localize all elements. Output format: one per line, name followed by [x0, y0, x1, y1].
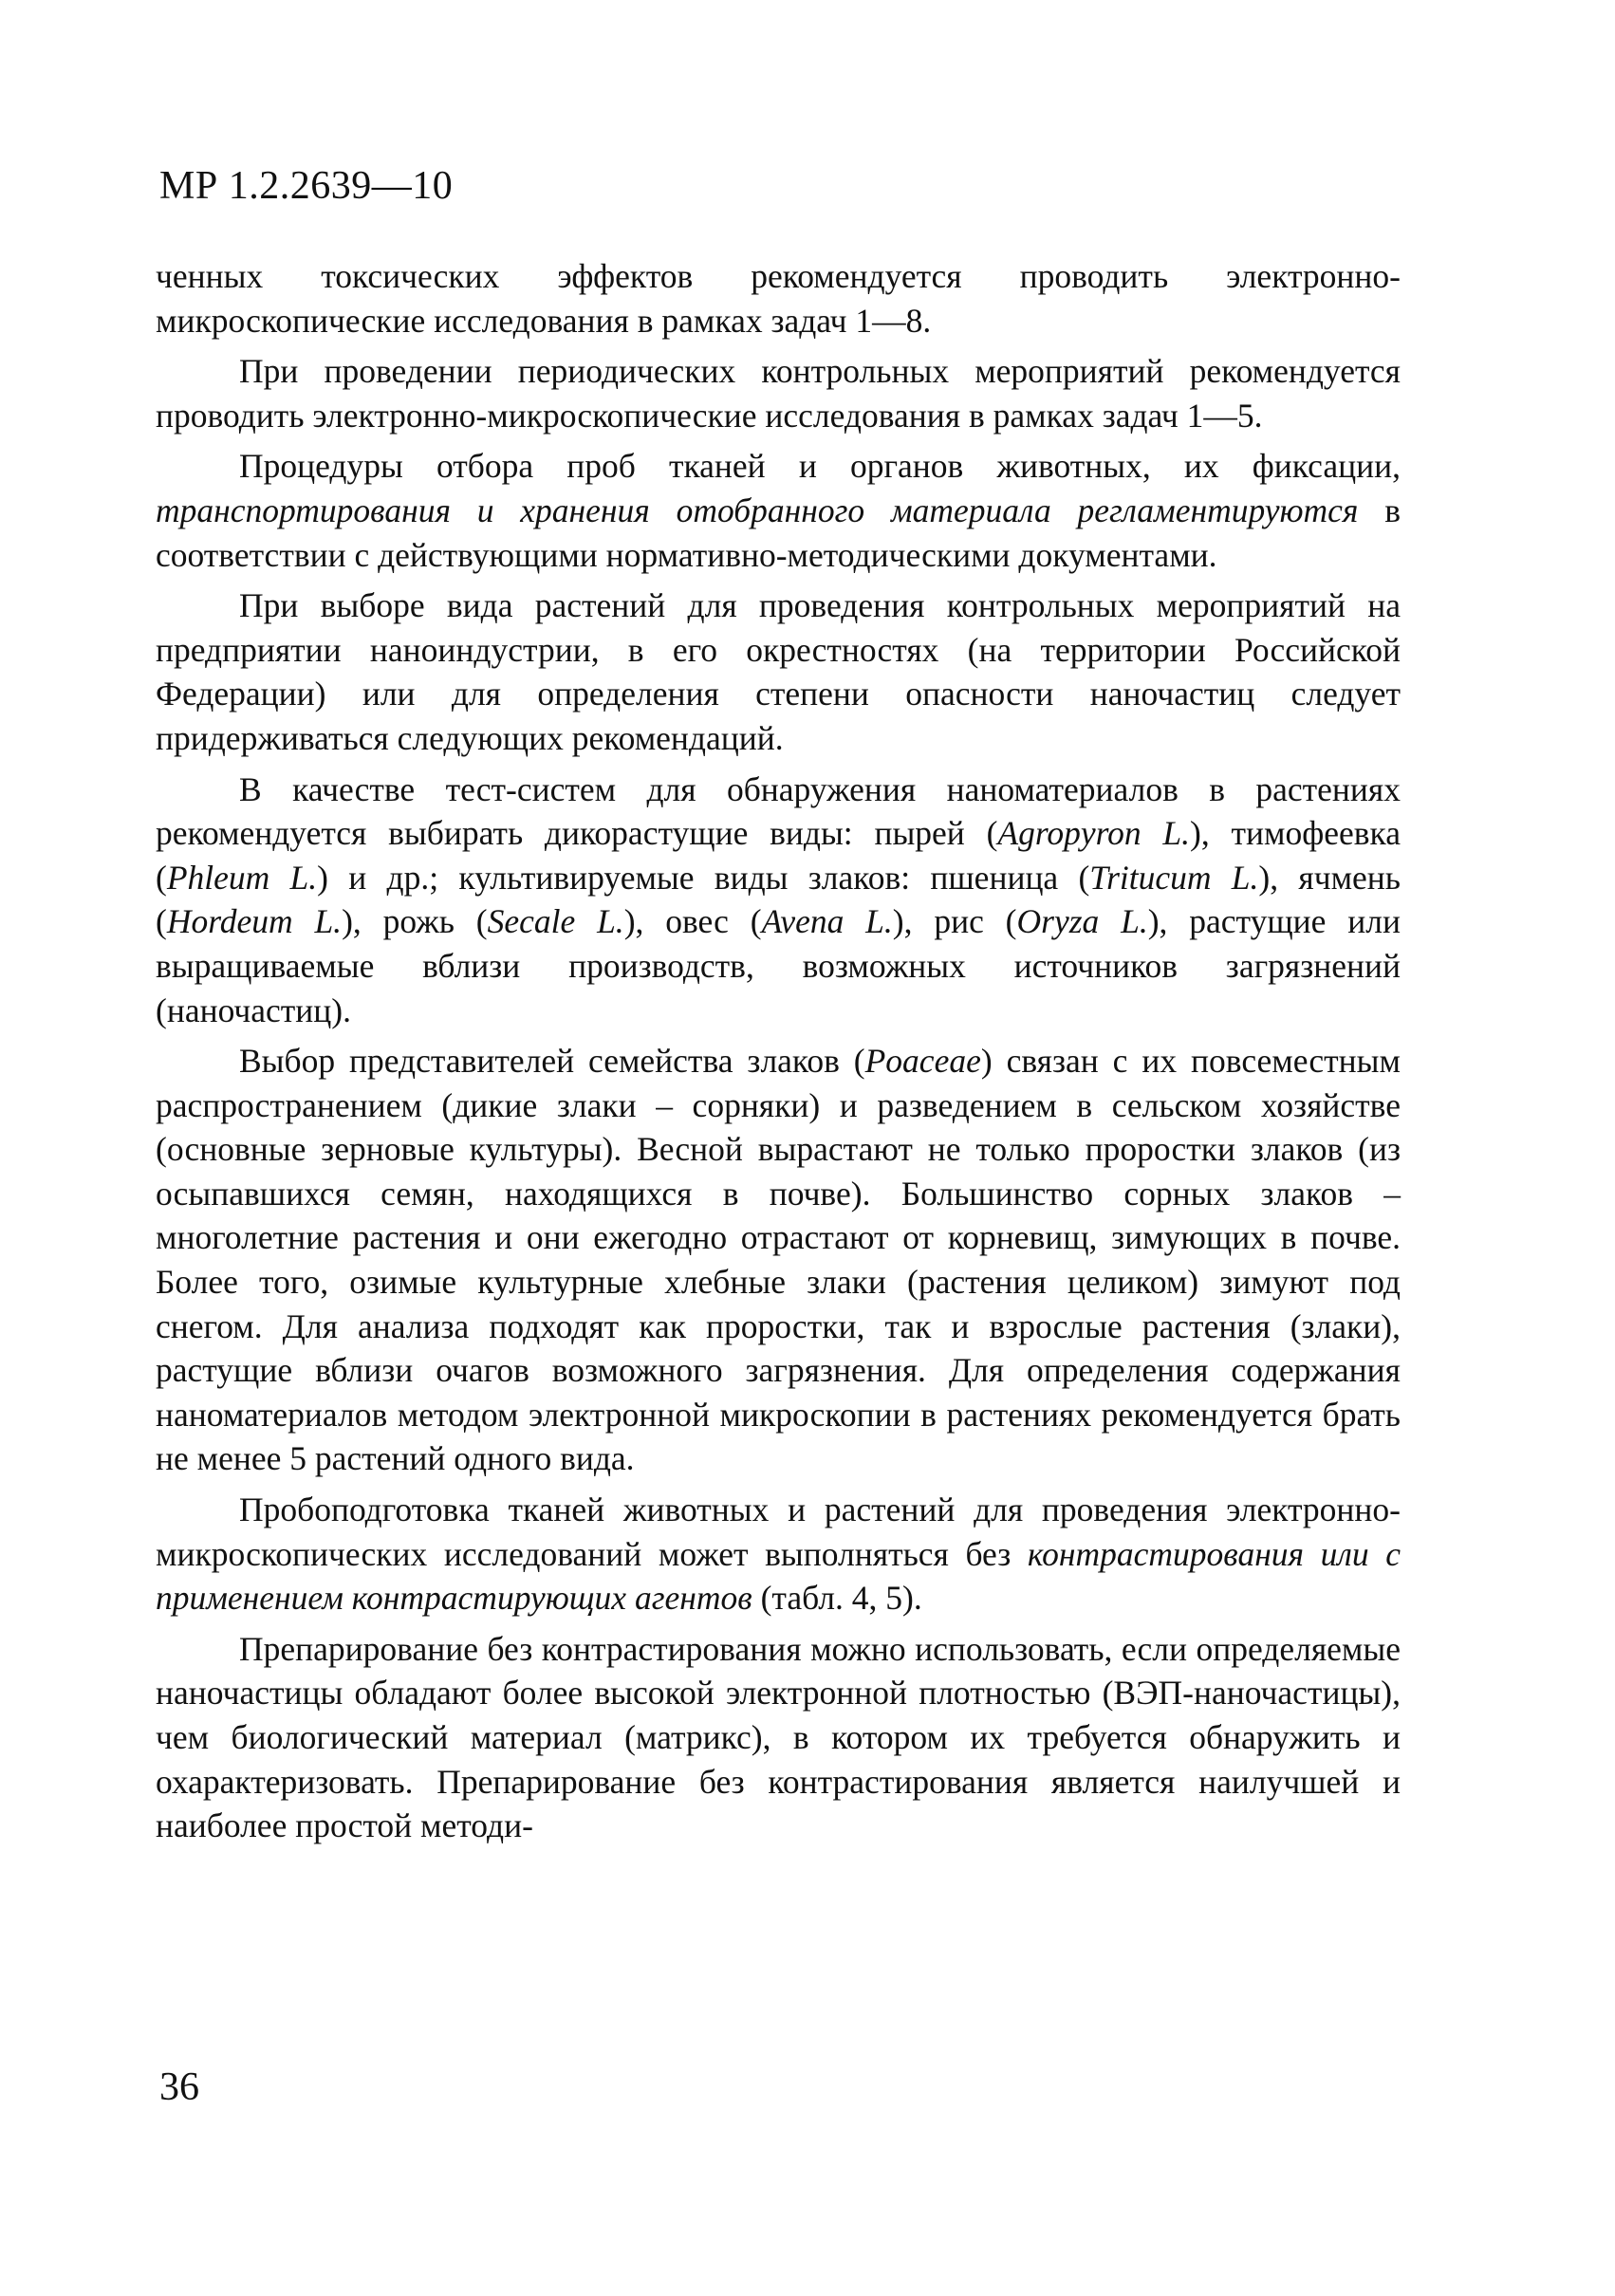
italic-text: Poaceae [864, 1042, 981, 1081]
text-run: ), ячмень ( [156, 858, 1401, 941]
text-run: При выборе вида растений для проведения контрольных мероприятий на предприятии наноиндустрии, в его окрестностях (на территории Российской Федерации) или для определения степени опасности наночастиц следует придерживаться следующих рекомендаций. [156, 586, 1401, 757]
text-run: (табл. 4, 5). [752, 1579, 922, 1618]
text-run: ), растущие или выращиваемые вблизи производств, возможных источников загрязнений (наночастиц). [156, 902, 1401, 1029]
italic-text: транспортирования и хранения отобранного материала регламентируются [156, 491, 1359, 529]
paragraph [156, 768, 1401, 1033]
italic-text: контрастирования или с применением контрастирующих агентов [156, 1534, 1401, 1618]
text-run: При проведении периодических контрольных мероприятий рекомендуется проводить электронно-микроскопические исследования в рамках задач 1—5. [156, 352, 1401, 435]
paragraph [156, 1627, 1401, 1848]
text-run: Выбор представителей семейства злаков ( [239, 1042, 865, 1081]
italic-text: Hordeum L. [166, 902, 343, 941]
text-run: ) связан с их повсеместным распространением (дикие злаки – сорняки) и разведением в сельском хозяйстве (основные зерновые культуры). Весной вырастают не только проростки злаков (из осыпавшихся семян, находящихся в почве). Большинство сорных злаков – многолетние растения и они ежегодно отрастают от корневищ, зимующих в почве. Более того, озимые культурные хлебные злаки (растения целиком) зимуют под снегом. Для анализа подходят как проростки, так и взрослые растения (злаки), растущие вблизи очагов возможного загрязнения. Для определения содержания наноматериалов методом электронной микроскопии в растениях рекомендуется брать не менее 5 растений одного вида. [156, 1042, 1401, 1478]
text-run: Пробоподготовка тканей животных и растений для проведения электронно-микроскопических исследований может выполняться без [156, 1491, 1401, 1573]
text-run: ) и др.; культивируемые виды злаков: пшеница ( [317, 858, 1090, 897]
page-number: 36 [159, 2065, 199, 2109]
paragraph [156, 1039, 1401, 1481]
italic-text: Phleum L. [166, 858, 318, 897]
italic-text: Oryza L. [1016, 902, 1148, 941]
text-run: ), рис ( [892, 902, 1017, 941]
text-run: В качестве тест-систем для обнаружения наноматериалов в растениях рекомендуется выбирать дикорастущие виды: пырей ( [156, 769, 1401, 853]
text-run: ), рожь ( [342, 902, 488, 941]
text-run: в соответствии с действующими нормативно-методическими документами. [156, 491, 1401, 574]
paragraph [156, 583, 1401, 760]
text-run: ченных токсических эффектов рекомендуется проводить электронно-микроскопические исследования в рамках задач 1—8. [156, 257, 1401, 340]
paragraph [156, 1488, 1401, 1620]
italic-text: Agropyron L. [997, 814, 1191, 853]
document-code-header: МР 1.2.2639—10 [159, 164, 454, 208]
document-body [156, 254, 1401, 1855]
text-run: ), овес ( [623, 902, 762, 941]
text-run: Препарирование без контрастирования можно использовать, если определяемые наночастицы обладают более высокой электронной плотностью (ВЭП-наночастицы), чем биологический материал (матрикс), в котором их требуется обнаружить и охарактеризовать. Препарирование без контрастирования является наилучшей и наиболее простой методи- [156, 1629, 1401, 1845]
italic-text: Secale L. [487, 902, 624, 941]
paragraph [156, 444, 1401, 577]
text-run: ), тимофеевка ( [156, 814, 1401, 897]
paragraph [156, 254, 1401, 343]
italic-text: Avena L. [761, 902, 893, 941]
paragraph [156, 349, 1401, 437]
italic-text: Tritucum L. [1089, 858, 1259, 897]
text-run: Процедуры отбора проб тканей и органов животных, их фиксации, [239, 447, 1401, 486]
